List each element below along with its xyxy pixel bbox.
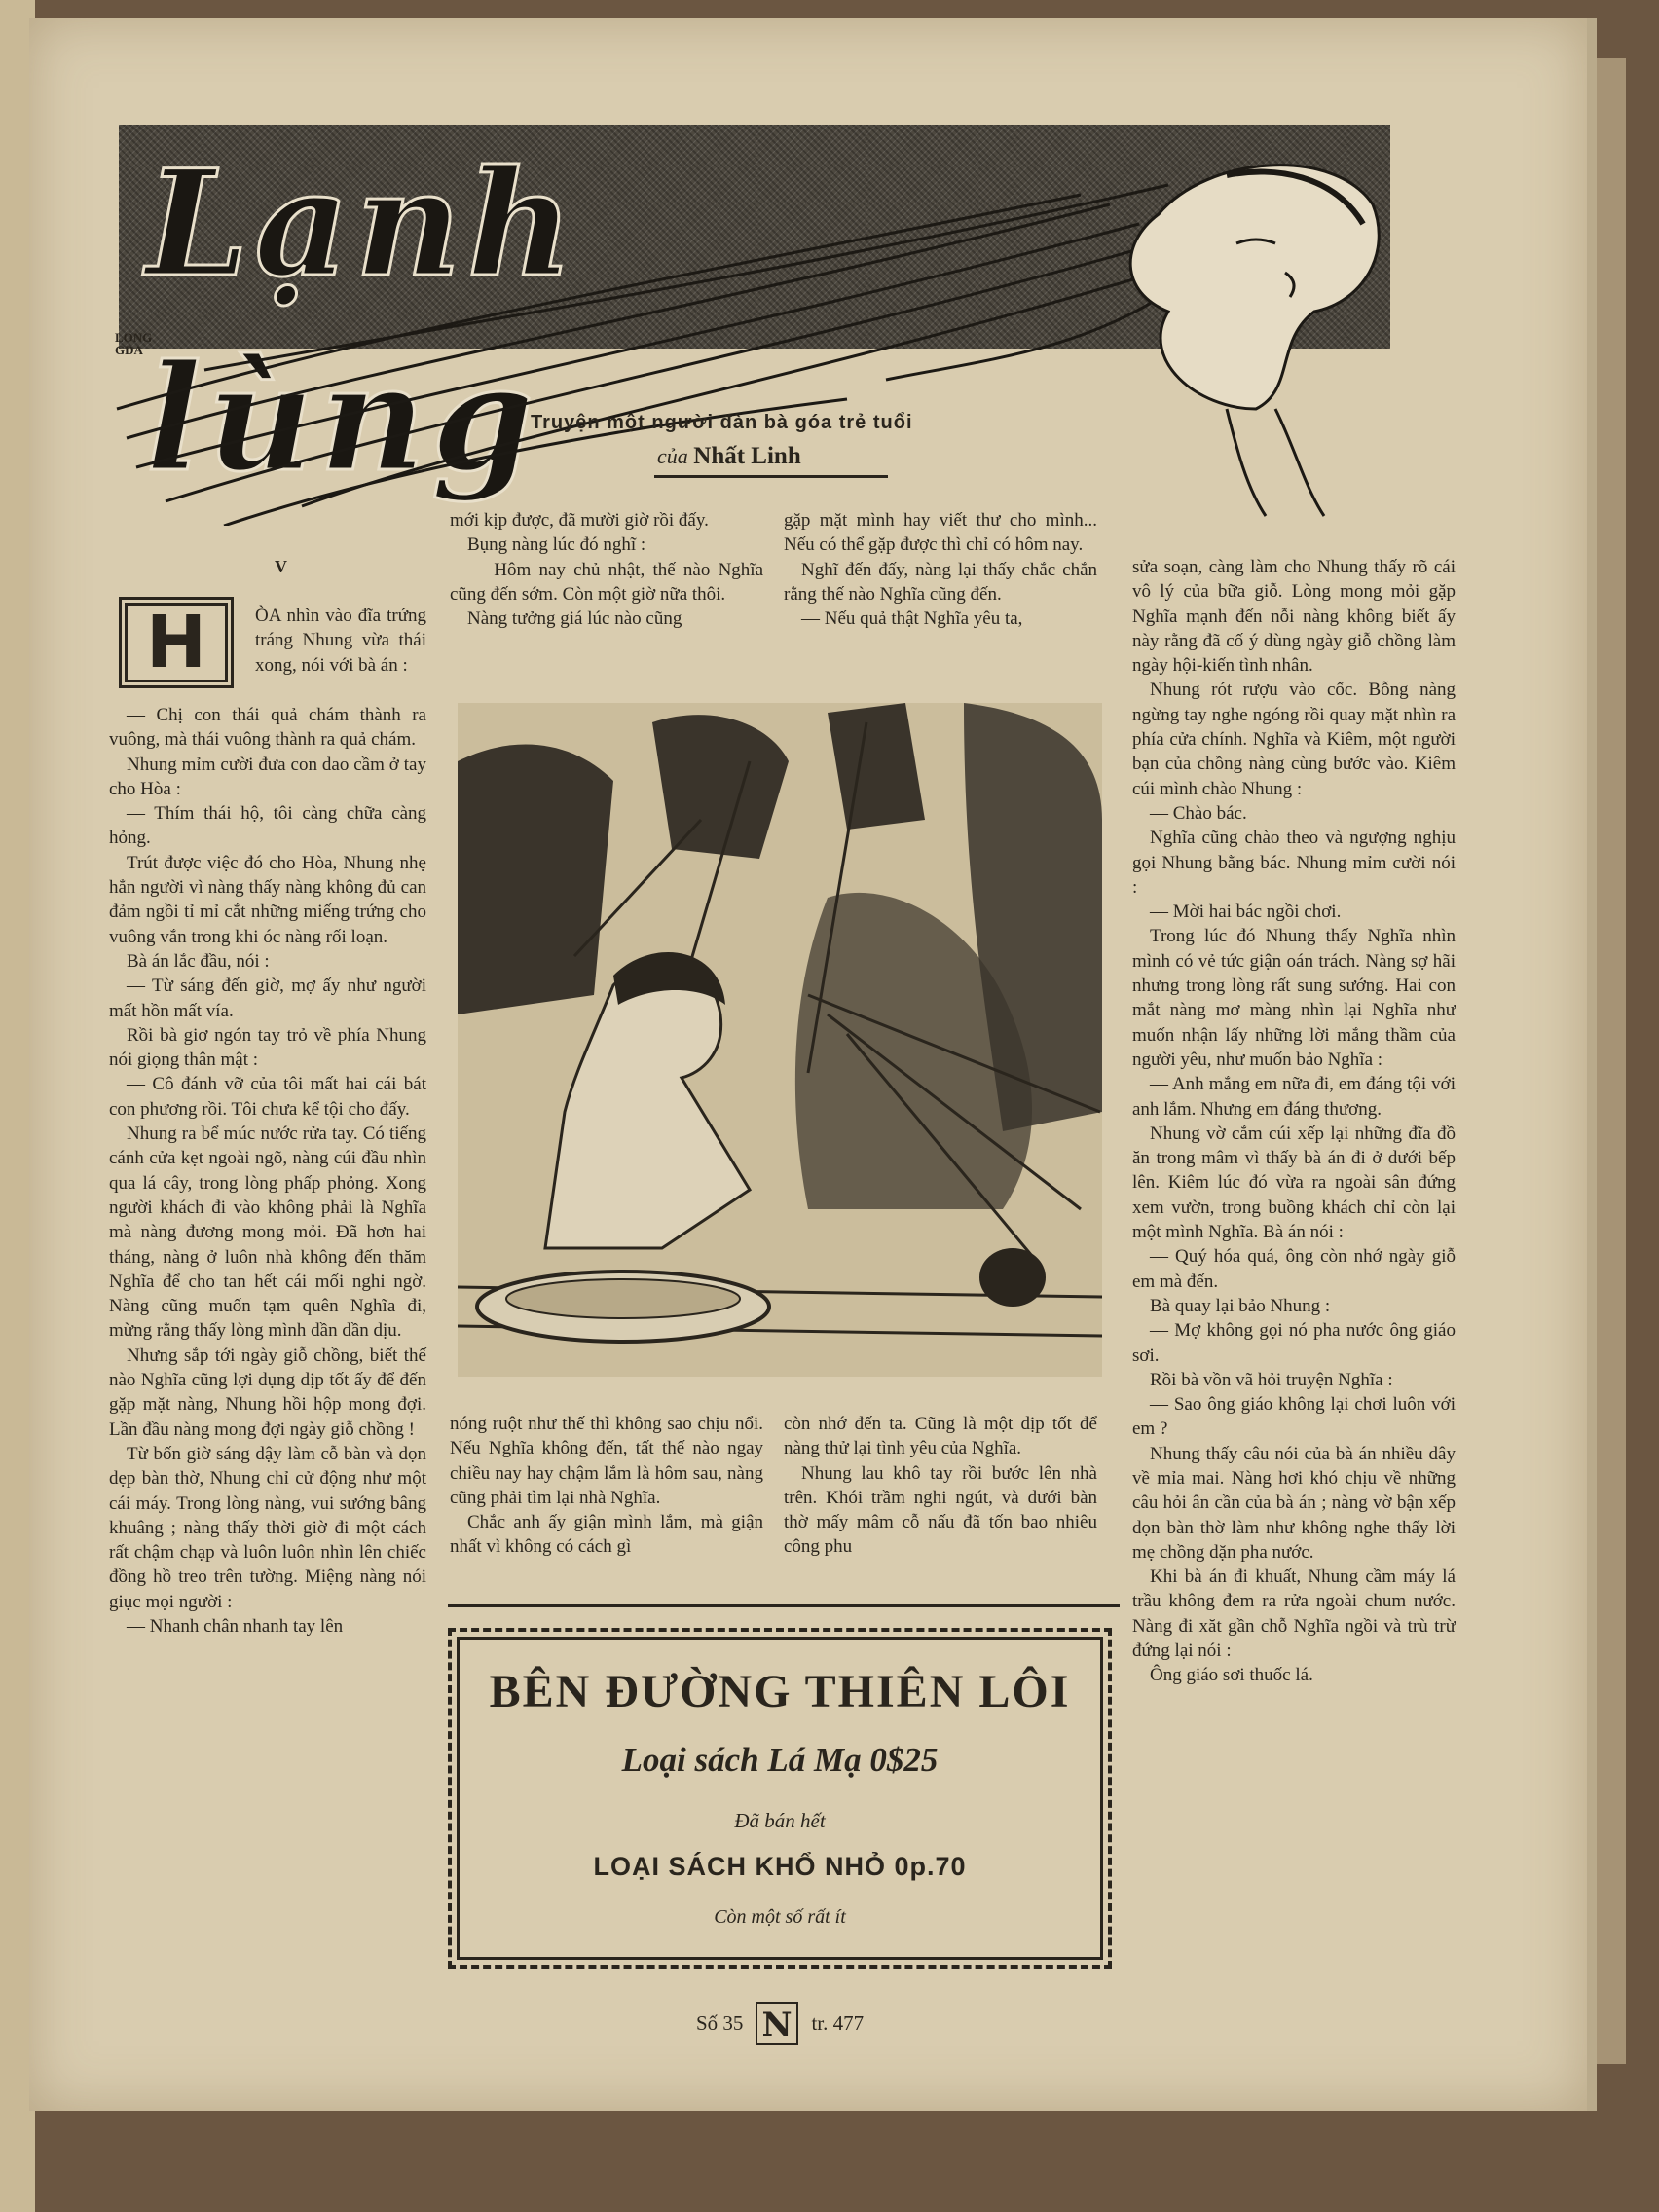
paragraph: Ông giáo sơi thuốc lá. [1150, 1665, 1313, 1686]
paragraph: Nhung lau khô tay rồi bước lên nhà trên. Khói trầm nghi ngút, và dưới bàn thờ mấy mâm cỗ nấu đã tốn bao nhiêu công phu [784, 1462, 1097, 1558]
paragraph: Nàng tưởng giá lúc nào cũng [467, 608, 682, 630]
paragraph: Rồi bà giơ ngón tay trỏ về phía Nhung nói giọng thân mật : [109, 1024, 426, 1071]
paragraph: Nghĩa cũng chào theo và ngượng nghịu gọi Nhung bằng bác. Nhung mỉm cười nói : [1132, 828, 1456, 898]
banner-title: Lạnh lùng [146, 138, 579, 504]
ad-small-format-price: LOẠI SÁCH KHỔ NHỎ 0p.70 [593, 1852, 967, 1881]
paragraph: nóng ruột như thế thì không sao chịu nổi. Nếu Nghĩa không đến, tất thế nào ngay chiều nay hay chậm lắm là hôm sau, nàng cũng phải tìm lại nhà Nghĩa. [450, 1414, 763, 1508]
paragraph: Bà án lắc đầu, nói : [127, 950, 270, 972]
ad-series-price: Loại sách Lá Mạ 0$25 [621, 1741, 939, 1779]
paragraph: Khi bà án đi khuất, Nhung cầm máy lá trầu không đem ra rửa ngoài chum nước. Nàng đi xăt gần chỗ Nghĩa ngồi và trù trừ đứng lại nói : [1132, 1567, 1456, 1662]
column-3-top [784, 508, 1097, 631]
paragraph: — Mời hai bác ngồi chơi. [1150, 902, 1342, 923]
paragraph: Trong lúc đó Nhung thấy Nghĩa nhìn mình có vẻ tức giận oán trách. Nàng sợ hãi nhưng trong lòng rất sung sướng. Hai con mắt nàng mơ màng nhìn lại Nghĩa như muốn nhận lấy những lời mắng thầm của người yêu, như muốn bảo Nghĩa : [1132, 926, 1456, 1070]
paragraph: gặp mặt mình hay viết thư cho mình... Nếu có thể gặp được thì chỉ có hôm nay. [784, 510, 1097, 556]
page-number: tr. 477 [811, 2010, 865, 2035]
woman-washing-illustration [458, 703, 1102, 1377]
paragraph: Nhung rót rượu vào cốc. Bỗng nàng ngừng tay nghe ngóng rồi quay mặt nhìn ra phía cửa chính. Nghĩa và Kiêm, một người bạn của chồng nàng cùng bước vào. Kiêm cúi mình chào Nhung : [1132, 680, 1456, 799]
book-advertisement [448, 1628, 1112, 1969]
paragraph: Rồi bà vồn vã hỏi truyện Nghĩa : [1150, 1369, 1393, 1390]
paragraph: Nhung ra bể múc nước rửa tay. Có tiếng cánh cửa kẹt ngoài ngõ, nàng cúi đầu nhìn qua lá cây, trong lòng phấp phỏng. Xong người khách đi vào không phải là Nghĩa mà nàng đương mong mỏi. Đã hơn hai tháng, nàng ở luôn nhà không đến thăm Nghĩa để cho tan hết cái mối nghi ngờ. Nàng cũng muốn tạm quên Nghĩa đi, mừng rằng thấy lòng mình dần dần dịu. [109, 1124, 426, 1342]
column-1 [109, 703, 426, 1639]
paragraph: — Sao ông giáo không lại chơi luôn với em ? [1132, 1394, 1456, 1440]
paragraph: Trút được việc đó cho Hòa, Nhung nhẹ hẳn người vì nàng thấy nàng không đủ can đảm ngồi tỉ mỉ cắt những miếng trứng cho vuông vắn trong khi óc nàng rối loạn. [109, 852, 426, 947]
ad-sold-out: Đã bán hết [734, 1809, 826, 1832]
paragraph: — Từ sáng đến giờ, mợ ấy như người mất hồn mất vía. [109, 976, 426, 1021]
paragraph: — Thím thái hộ, tôi càng chữa càng hỏng. [109, 803, 426, 849]
ad-remaining-note: Còn một số rất ít [714, 1906, 846, 1928]
paragraph: Chắc anh ấy giận mình lắm, mà giận nhất vì không có cách gì [450, 1512, 763, 1558]
chapter-number: V [275, 557, 287, 576]
paragraph: còn nhớ đến ta. Cũng là một dịp tốt để nàng thử lại tình yêu của Nghĩa. [784, 1414, 1097, 1459]
paragraph: — Quý hóa quá, ông còn nhớ ngày giỗ em mà đến. [1132, 1246, 1456, 1292]
artist-signature: LONG GDA [115, 330, 153, 357]
paragraph: Nhung thấy câu nói của bà án nhiều dây về mỉa mai. Nàng hơi khó chịu về những câu hỏi ân cần của bà án ; nàng vờ bận xếp dọn bàn thờ làm như không nghe thấy lời mẹ chồng dặn pha nước. [1132, 1443, 1456, 1563]
column-3-bottom [784, 1412, 1097, 1560]
author-name: Nhất Linh [693, 443, 801, 469]
issue-number: Số 35 [696, 2010, 744, 2035]
paragraph: Nhung vờ cắm cúi xếp lại những đĩa đồ ăn trong mâm vì thấy bà án đi ở dưới bếp lên. Kiêm lúc đó vừa ra ngoài sân đứng xem vườn, trong buồng khách chỉ còn lại một mình Nghĩa. Bà án nói : [1132, 1123, 1456, 1243]
byline-prefix: của [657, 444, 688, 468]
paragraph: Nghĩ đến đấy, nàng lại thấy chắc chắn rằng thế nào Nghĩa cũng đến. [784, 559, 1097, 605]
newspaper-logo-icon [755, 2001, 799, 2046]
story-subtitle: Truyện một người đàn bà góa trẻ tuổi [531, 412, 913, 433]
drop-cap: H [119, 597, 234, 688]
column-2-bottom [450, 1412, 763, 1560]
ad-separator [448, 1604, 1120, 1607]
paragraph: sửa soạn, càng làm cho Nhung thấy rõ cái vô lý của bữa giỗ. Lòng mong mỏi gặp Nghĩa mạnh đến nỗi nàng không biết ấy này rằng đã cố ý dùng ngày giỗ chồng làm ngày hội-kiến tình nhân. [1132, 557, 1456, 677]
logo-letter: N [761, 2006, 793, 2045]
paragraph: — Hôm nay chủ nhật, thế nào Nghĩa cũng đến sớm. Còn một giờ nữa thôi. [450, 559, 763, 605]
paragraph: Từ bốn giờ sáng dậy làm cỗ bàn và dọn dẹp bàn thờ, Nhung chỉ cử động như một cái máy. Trong lòng nàng, vui sướng bâng khuâng ; nàng thấy thời giờ đi một cách rất chậm chạp và luôn luôn nhìn lên chiếc đồng hồ treo trên tường. Miệng nàng nói giục mọi người : [109, 1443, 426, 1612]
paragraph: — Chị con thái quả chám thành ra vuông, mà thái vuông thành ra quả chám. [109, 705, 426, 751]
paragraph: Nhưng sắp tới ngày giỗ chồng, biết thế nào Nghĩa cũng lợi dụng dịp tốt ấy để đến gặp mặt nàng, Nhung hồi hộp mong đợi. Lần đầu nàng mong đợi ngày giỗ chồng ! [109, 1345, 426, 1440]
paragraph: — Anh mắng em nữa đi, em đáng tội với anh lắm. Nhưng em đáng thương. [1132, 1074, 1456, 1120]
paragraph: Bụng nàng lúc đó nghĩ : [467, 535, 646, 556]
paragraph: mới kịp được, đã mười giờ rồi đấy. [450, 510, 709, 531]
column-4 [1132, 555, 1456, 1688]
paragraph: — Mợ không gọi nó pha nước ông giáo sơi. [1132, 1320, 1456, 1366]
paragraph: — Cô đánh vỡ của tôi mất hai cái bát con phương rồi. Tôi chưa kể tội cho đấy. [109, 1074, 426, 1120]
column-2-top [450, 508, 763, 631]
paragraph: ÒA nhìn vào đĩa trứng tráng Nhung vừa thái xong, nói với bà án : [255, 606, 426, 676]
paragraph: Nhung mỉm cười đưa con dao cầm ở tay cho Hòa : [109, 754, 426, 799]
byline [657, 443, 801, 470]
paragraph: — Chào bác. [1150, 802, 1247, 824]
paragraph: Bà quay lại bảo Nhung : [1150, 1295, 1331, 1316]
paragraph: — Nhanh chân nhanh tay lên [127, 1615, 344, 1637]
paragraph: — Nếu quả thật Nghĩa yêu ta, [801, 608, 1023, 630]
ad-title: BÊN ĐƯỜNG THIÊN LÔI [489, 1666, 1071, 1717]
byline-underline [654, 475, 888, 478]
column-1-intro [255, 604, 426, 678]
page-footer [696, 2004, 864, 2043]
